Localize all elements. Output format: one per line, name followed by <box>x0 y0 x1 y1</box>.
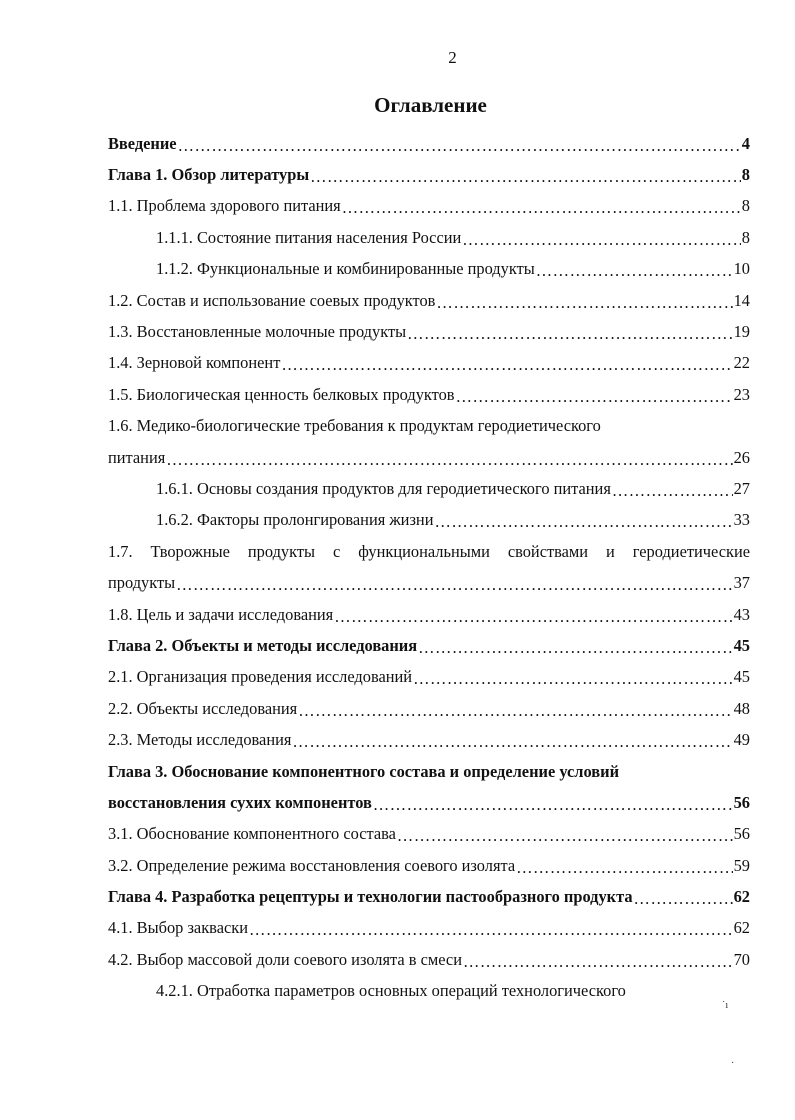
toc-entry-title: 4.1. Выбор закваски <box>108 918 248 938</box>
page-title: Оглавление <box>374 93 487 117</box>
toc-dot-leader <box>178 136 741 156</box>
scan-mark: ˙ı <box>722 1000 729 1011</box>
toc-dot-leader <box>373 795 733 815</box>
toc-dot-leader <box>249 920 733 940</box>
toc-entry-page-number: 4 <box>741 133 750 153</box>
toc-entry-page-number: 23 <box>733 384 750 404</box>
toc-entry[interactable] <box>108 473 750 504</box>
toc-dot-leader <box>166 450 732 470</box>
toc-entry-page-number: 22 <box>733 353 750 373</box>
toc-dot-leader <box>342 198 741 218</box>
toc-dot-leader <box>418 638 732 658</box>
toc-entry-title: Введение <box>108 133 177 153</box>
toc-dot-leader <box>456 387 733 407</box>
toc-entry-title: 1.5. Биологическая ценность белковых продуктов <box>108 384 455 404</box>
toc-dot-leader <box>298 701 732 721</box>
toc-entry[interactable] <box>108 285 750 316</box>
toc-entry-page-number: 48 <box>733 698 750 718</box>
toc-entry[interactable] <box>108 787 750 818</box>
toc-entry-title: восстановления сухих компонентов <box>108 792 372 812</box>
toc-entry-title: 1.6. Медико-биологические требования к продуктам геродиетического <box>108 416 601 436</box>
table-of-contents <box>108 128 750 1007</box>
toc-dot-leader <box>436 293 732 313</box>
toc-dot-leader <box>334 607 732 627</box>
toc-entry-title: 1.3. Восстановленные молочные продукты <box>108 322 407 342</box>
scan-mark: · <box>731 1058 735 1069</box>
toc-entry[interactable] <box>108 913 750 944</box>
toc-entry[interactable] <box>108 662 750 693</box>
toc-entry[interactable] <box>108 254 750 285</box>
toc-entry-page-number: 37 <box>733 573 750 593</box>
toc-dot-leader <box>463 952 733 972</box>
toc-entry[interactable] <box>108 442 750 473</box>
toc-entry-page-number: 14 <box>733 290 750 310</box>
toc-entry[interactable] <box>108 191 750 222</box>
toc-entry-title: 1.6.1. Основы создания продуктов для геродиетического питания <box>156 478 611 498</box>
toc-dot-leader <box>413 669 733 689</box>
toc-entry-title: Глава 3. Обоснование компонентного состава и определение условий <box>108 761 620 781</box>
toc-dot-leader <box>536 261 733 281</box>
toc-entry-title: 4.2. Выбор массовой доли соевого изолята в смеси <box>108 949 462 969</box>
toc-entry[interactable] <box>108 128 750 159</box>
toc-dot-leader <box>462 230 741 250</box>
toc-dot-leader <box>516 858 732 878</box>
toc-entry-title: 3.1. Обоснование компонентного состава <box>108 824 396 844</box>
toc-entry[interactable] <box>108 630 750 661</box>
toc-entry-title: 1.6.2. Факторы пролонгирования жизни <box>156 510 434 530</box>
toc-entry-page-number: 56 <box>733 792 750 812</box>
toc-entry-page-number: 59 <box>733 855 750 875</box>
toc-entry-title: продукты <box>108 573 176 593</box>
toc-entry-page-number: 43 <box>733 604 750 624</box>
toc-entry-title: 2.3. Методы исследования <box>108 730 292 750</box>
toc-dot-leader <box>281 355 732 375</box>
toc-dot-leader <box>292 732 732 752</box>
toc-entry-page-number: 8 <box>741 227 750 247</box>
toc-entry[interactable] <box>108 316 750 347</box>
toc-entry[interactable] <box>108 348 750 379</box>
page-number: 2 <box>448 48 457 67</box>
toc-entry-page-number: 8 <box>741 165 750 185</box>
toc-dot-leader <box>407 324 732 344</box>
toc-entry-page-number: 49 <box>733 730 750 750</box>
toc-entry[interactable] <box>108 222 750 253</box>
toc-entry-title: 1.8. Цель и задачи исследования <box>108 604 334 624</box>
toc-entry[interactable] <box>108 850 750 881</box>
toc-entry-title: 1.2. Состав и использование соевых продуктов <box>108 290 436 310</box>
toc-entry-page-number: 8 <box>741 196 750 216</box>
toc-entry-title: питания <box>108 447 166 467</box>
toc-entry[interactable] <box>108 379 750 410</box>
toc-entry-page-number: 27 <box>733 478 750 498</box>
toc-entry-title: 2.2. Объекты исследования <box>108 698 298 718</box>
toc-entry-title: 2.1. Организация проведения исследований <box>108 667 413 687</box>
toc-entry[interactable] <box>108 599 750 630</box>
toc-entry-page-number: 26 <box>733 447 750 467</box>
toc-entry-title: 1.4. Зерновой компонент <box>108 353 281 373</box>
toc-entry-page-number: 70 <box>733 949 750 969</box>
toc-entry[interactable] <box>108 505 750 536</box>
toc-dot-leader <box>176 575 732 595</box>
toc-entry-page-number: 62 <box>733 918 750 938</box>
toc-entry[interactable] <box>108 944 750 975</box>
toc-entry-page-number: 56 <box>733 824 750 844</box>
toc-entry-title: Глава 4. Разработка рецептуры и технологии пастообразного продукта <box>108 887 633 907</box>
toc-entry[interactable] <box>108 411 750 442</box>
toc-entry[interactable] <box>108 881 750 912</box>
toc-dot-leader <box>397 826 733 846</box>
toc-entry-title: 1.7. Творожные продукты с функциональными свойствами и геродиетические <box>108 542 750 562</box>
toc-entry[interactable] <box>108 819 750 850</box>
toc-entry-page-number: 33 <box>733 510 750 530</box>
toc-entry[interactable] <box>108 756 750 787</box>
toc-entry-page-number: 10 <box>733 259 750 279</box>
toc-entry[interactable] <box>108 536 750 567</box>
toc-entry-page-number: 62 <box>733 887 750 907</box>
toc-entry[interactable] <box>108 724 750 755</box>
toc-entry-title: 1.1.1. Состояние питания населения России <box>156 227 462 247</box>
toc-entry-page-number: 19 <box>733 322 750 342</box>
toc-entry-title: Глава 1. Обзор литературы <box>108 165 310 185</box>
toc-entry[interactable] <box>108 976 750 1007</box>
toc-entry-title: 1.1. Проблема здорового питания <box>108 196 341 216</box>
toc-entry[interactable] <box>108 693 750 724</box>
toc-entry-page-number: 45 <box>733 635 750 655</box>
toc-dot-leader <box>612 481 733 501</box>
toc-dot-leader <box>634 889 733 909</box>
toc-dot-leader <box>434 512 732 532</box>
toc-entry-title: 3.2. Определение режима восстановления соевого изолята <box>108 855 516 875</box>
toc-entry[interactable] <box>108 159 750 190</box>
toc-entry-title: 4.2.1. Отработка параметров основных операций технологического <box>156 981 626 1001</box>
toc-entry-title: Глава 2. Объекты и методы исследования <box>108 635 418 655</box>
toc-dot-leader <box>310 167 741 187</box>
toc-entry-page-number: 45 <box>733 667 750 687</box>
toc-entry-title: 1.1.2. Функциональные и комбинированные продукты <box>156 259 535 279</box>
toc-entry[interactable] <box>108 567 750 598</box>
